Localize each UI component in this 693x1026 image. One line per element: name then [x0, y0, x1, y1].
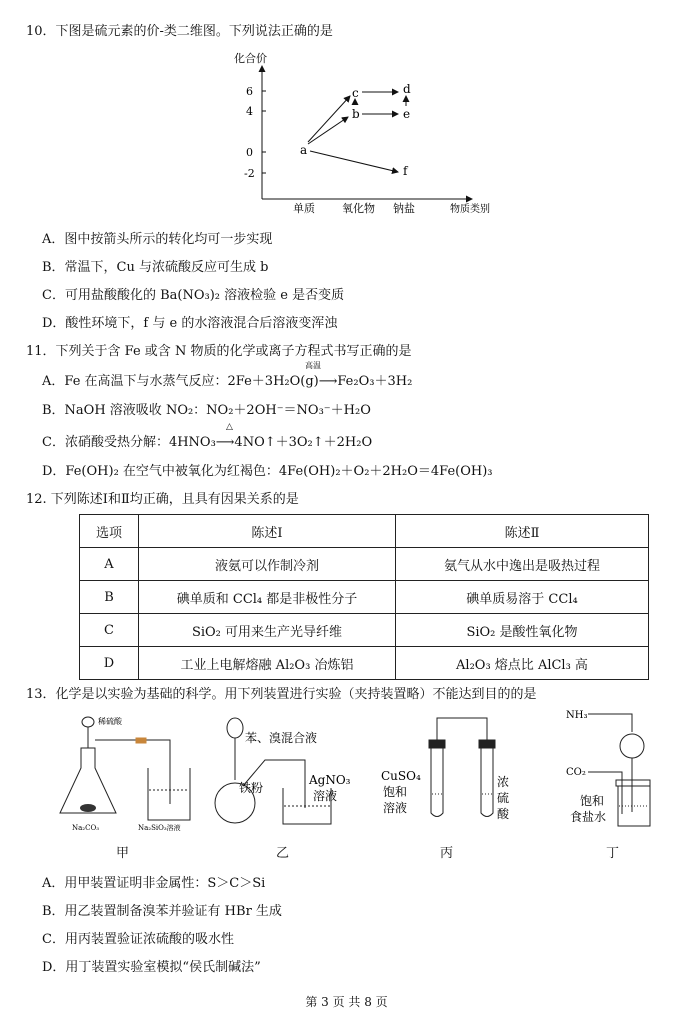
q13-option-b: B．用乙装置制备溴苯并验证有 HBr 生成	[42, 904, 282, 919]
label-saturated: 饱和	[383, 785, 408, 799]
cell-statement-2: SiO₂ 是酸性氧化物	[396, 614, 649, 647]
cell-statement-1: 液氨可以作制冷剂	[139, 548, 396, 581]
label-sulfur: 硫	[497, 791, 510, 805]
q10-stem: 10．下图是硫元素的价-类二维图。下列说法正确的是	[26, 24, 333, 39]
label-saturated: 饱和	[580, 794, 605, 808]
q11-option-c: C．浓硝酸受热分解：4HNO₃⟶4NO↑＋3O₂↑＋2H₂O	[42, 435, 373, 450]
apparatus-ding	[560, 702, 690, 838]
xtick-sodium-salt: 钠盐	[393, 202, 415, 215]
label-dilute-sulfuric-acid: 稀硫酸	[98, 717, 122, 726]
q10-option-b: B．常温下，Cu 与浓硫酸反应可生成 b	[42, 260, 269, 275]
caption-yi: 乙	[276, 846, 290, 861]
q13-option-c: C．用丙装置验证浓硫酸的吸水性	[42, 932, 234, 947]
label-brine: 食盐水	[570, 810, 607, 824]
point-c: c	[352, 86, 359, 100]
q13-option-d: D．用丁装置实验室模拟“侯氏制碱法”	[42, 960, 261, 975]
apparatus-jia	[58, 708, 198, 838]
label-cuso4: CuSO₄	[381, 769, 421, 783]
apparatus-bing	[375, 708, 525, 838]
caption-bing: 丙	[440, 846, 454, 861]
q11-option-a: A．Fe 在高温下与水蒸气反应：2Fe＋3H₂O(g)⟶Fe₂O₃＋3H₂	[42, 374, 413, 389]
cell-option: C	[80, 614, 139, 647]
cell-option: B	[80, 581, 139, 614]
point-b: b	[352, 107, 360, 121]
ytick-6: 6	[246, 85, 253, 98]
cell-statement-2: Al₂O₃ 熔点比 AlCl₃ 高	[396, 647, 649, 680]
cell-statement-1: 碘单质和 CCl₄ 都是非极性分子	[139, 581, 396, 614]
point-d: d	[403, 82, 411, 96]
table-row	[80, 647, 649, 680]
table-row	[80, 614, 649, 647]
ytick-4: 4	[246, 105, 253, 118]
q12-table	[79, 514, 649, 680]
header-statement-2: 陈述Ⅱ	[396, 515, 649, 548]
label-benzene-bromine: 苯、溴混合液	[245, 731, 318, 745]
cell-statement-2: 氨气从水中逸出是吸热过程	[396, 548, 649, 581]
q11-stem: 11．下列关于含 Fe 或含 N 物质的化学或离子方程式书写正确的是	[26, 344, 412, 359]
caption-ding: 丁	[606, 846, 620, 861]
q13-stem: 13．化学是以实验为基础的科学。用下列装置进行实验（夹持装置略）不能达到目的的是	[26, 687, 537, 702]
q11-cond-high-temp: 高温	[305, 361, 321, 370]
label-co2: CO₂	[566, 767, 586, 778]
cell-option: D	[80, 647, 139, 680]
q13-option-a: A．用甲装置证明非金属性：S＞C＞Si	[42, 876, 266, 891]
q10-option-d: D．酸性环境下，f 与 e 的水溶液混合后溶液变浑浊	[42, 316, 338, 331]
caption-jia: 甲	[116, 846, 130, 861]
header-option: 选项	[80, 515, 139, 548]
cell-statement-1: 工业上电解熔融 Al₂O₃ 冶炼铝	[139, 647, 396, 680]
valence-class-chart	[230, 44, 510, 219]
cell-option: A	[80, 548, 139, 581]
header-statement-1: 陈述Ⅰ	[139, 515, 396, 548]
label-na2co3: Na₂CO₃	[72, 824, 100, 832]
cell-statement-2: 碘单质易溶于 CCl₄	[396, 581, 649, 614]
apparatus-yi	[205, 708, 365, 838]
q12-stem: 12. 下列陈述Ⅰ和Ⅱ均正确，且具有因果关系的是	[26, 492, 299, 507]
q11-option-b: B．NaOH 溶液吸收 NO₂：NO₂＋2OH⁻＝NO₃⁻＋H₂O	[42, 403, 371, 418]
x-axis-label: 物质类别	[450, 204, 490, 215]
table-row	[80, 581, 649, 614]
q11-cond-heat: △	[226, 422, 233, 432]
point-f: f	[403, 164, 408, 178]
xtick-oxide: 氧化物	[342, 202, 375, 215]
label-na2sio3: Na₂SiO₃溶液	[138, 824, 181, 832]
label-nh3: NH₃	[566, 710, 588, 721]
q10-option-a: A．图中按箭头所示的转化均可一步实现	[42, 232, 273, 247]
label-acid: 酸	[497, 807, 510, 821]
ytick-neg2: -2	[244, 167, 255, 180]
page-footer: 第 3 页 共 8 页	[305, 995, 388, 1009]
label-agno3: AgNO₃	[309, 773, 351, 787]
point-a: a	[300, 143, 308, 157]
label-solution: 溶液	[313, 789, 338, 803]
table-row	[80, 548, 649, 581]
xtick-elemental: 单质	[293, 202, 315, 215]
y-axis-label: 化合价	[234, 52, 267, 65]
cell-statement-1: SiO₂ 可用来生产光导纤维	[139, 614, 396, 647]
label-solution: 溶液	[383, 801, 408, 815]
ytick-0: 0	[246, 146, 253, 159]
point-e: e	[403, 107, 411, 121]
label-iron-powder: 铁粉	[239, 781, 264, 795]
q10-option-c: C．可用盐酸酸化的 Ba(NO₃)₂ 溶液检验 e 是否变质	[42, 288, 345, 303]
q11-option-d: D．Fe(OH)₂ 在空气中被氧化为红褐色：4Fe(OH)₂＋O₂＋2H₂O＝4Fe(OH)₃	[42, 464, 493, 479]
table-header-row	[80, 515, 649, 548]
label-conc: 浓	[497, 775, 510, 789]
